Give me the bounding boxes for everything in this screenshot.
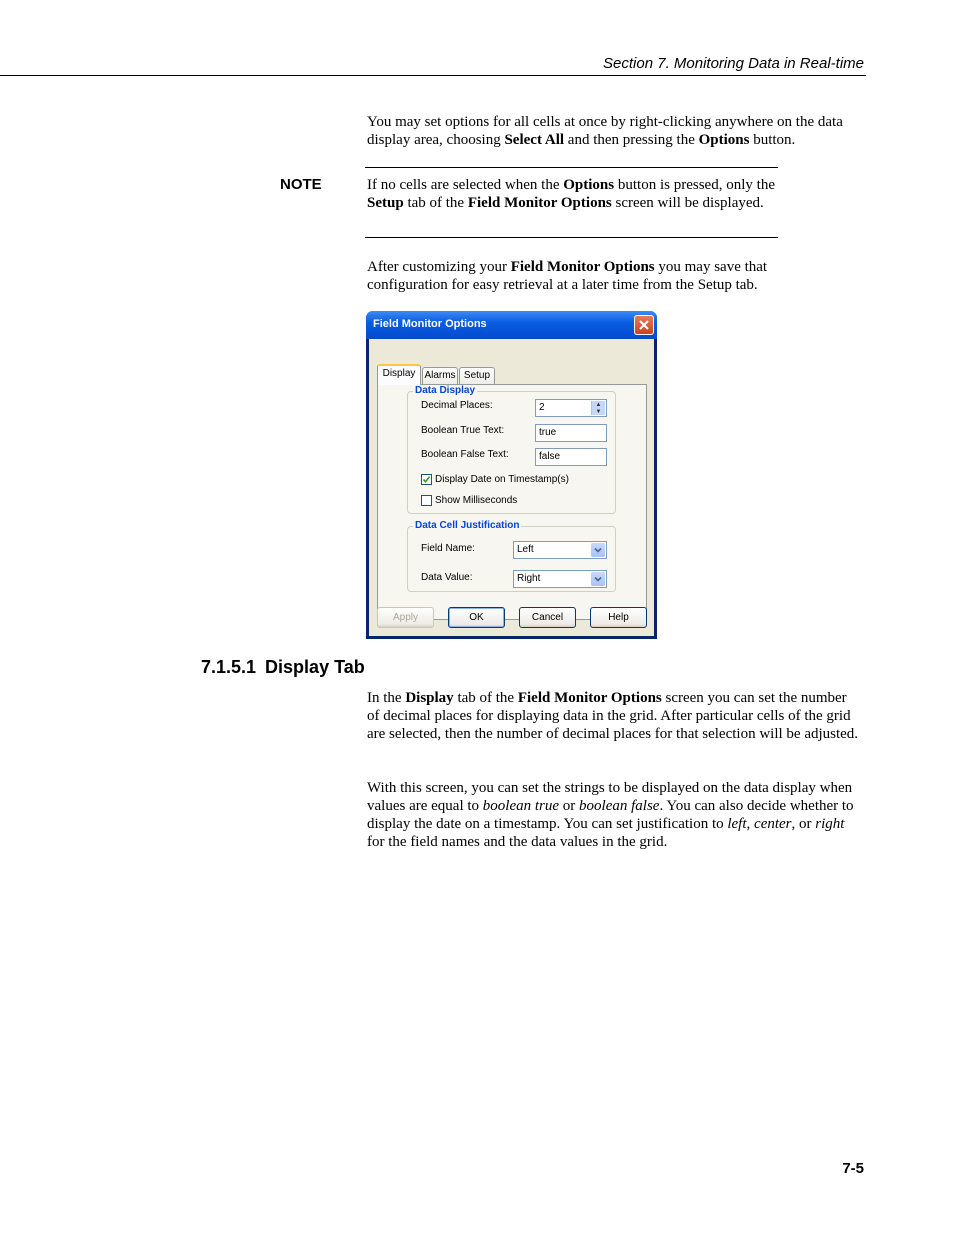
display-date-label: Display Date on Timestamp(s) bbox=[435, 474, 569, 485]
chevron-down-icon[interactable] bbox=[591, 572, 605, 586]
section-heading bbox=[201, 657, 374, 678]
note-bottom-rule bbox=[365, 237, 778, 238]
note-text-2: button is pressed, only the bbox=[614, 177, 775, 193]
boolean-false-input[interactable]: false bbox=[535, 448, 607, 466]
strings-text-4: , bbox=[746, 816, 755, 832]
strings-italic-boolean-false: boolean false bbox=[579, 798, 660, 814]
boolean-true-input[interactable]: true bbox=[535, 424, 607, 442]
note-text bbox=[367, 176, 775, 212]
display-tab-paragraph bbox=[367, 689, 862, 743]
spin-down-icon[interactable]: ▼ bbox=[592, 408, 605, 415]
show-milliseconds-label: Show Milliseconds bbox=[435, 495, 518, 506]
section-title: Display Tab bbox=[265, 657, 365, 677]
intro-paragraph bbox=[367, 113, 867, 149]
strings-paragraph bbox=[367, 779, 862, 851]
display-tab-panel bbox=[377, 384, 647, 620]
after-paragraph bbox=[367, 258, 792, 294]
after-text-2: you may save that configuration for easy retrieval at a later time from the Setup tab. bbox=[367, 259, 768, 293]
close-button[interactable] bbox=[634, 315, 654, 335]
strings-text-2: or bbox=[559, 798, 580, 814]
display-text-1: In the bbox=[367, 690, 406, 706]
dialog-client-area bbox=[369, 339, 654, 636]
note-text-1: If no cells are selected when the bbox=[367, 177, 564, 193]
note-bold-field-monitor-options: Field Monitor Options bbox=[467, 195, 612, 211]
dialog-titlebar bbox=[366, 311, 657, 339]
apply-button[interactable]: Apply bbox=[377, 607, 434, 628]
field-name-label: Field Name: bbox=[421, 543, 475, 554]
data-cell-justification-group bbox=[407, 520, 616, 592]
decimal-places-stepper[interactable] bbox=[535, 399, 607, 417]
ok-button[interactable]: OK bbox=[448, 607, 505, 628]
intro-text-3: button. bbox=[749, 132, 796, 148]
intro-bold-select-all: Select All bbox=[504, 132, 565, 148]
decimal-places-value: 2 bbox=[539, 402, 545, 413]
after-bold-field-monitor-options: Field Monitor Options bbox=[510, 259, 655, 275]
spin-up-icon[interactable]: ▲ bbox=[592, 401, 605, 408]
dialog-title: Field Monitor Options bbox=[373, 318, 487, 330]
strings-text-1: With this screen, you can set the strings to be displayed on the data display when values are equal to bbox=[367, 780, 853, 814]
display-date-checkbox[interactable] bbox=[421, 474, 432, 485]
tab-setup[interactable]: Setup bbox=[459, 367, 495, 385]
field-monitor-options-dialog bbox=[366, 311, 657, 639]
note-bold-options: Options bbox=[563, 177, 615, 193]
strings-italic-right: right bbox=[815, 816, 845, 832]
display-bold-display: Display bbox=[405, 690, 454, 706]
intro-bold-options: Options bbox=[698, 132, 750, 148]
chevron-down-icon[interactable] bbox=[591, 543, 605, 557]
cancel-button[interactable]: Cancel bbox=[519, 607, 576, 628]
strings-text-6: for the field names and the data values in the grid. bbox=[367, 834, 668, 850]
strings-italic-left: left bbox=[727, 816, 747, 832]
tab-alarms[interactable]: Alarms bbox=[422, 367, 458, 385]
show-milliseconds-checkbox[interactable] bbox=[421, 495, 432, 506]
field-name-select[interactable] bbox=[513, 541, 607, 559]
justification-group-title: Data Cell Justification bbox=[415, 520, 520, 531]
note-bold-setup: Setup bbox=[367, 195, 404, 211]
header-rule bbox=[0, 75, 866, 76]
intro-text-1: You may set options for all cells at once by right-clicking anywhere on the data display area, choosing bbox=[367, 114, 843, 148]
data-display-group-title: Data Display bbox=[415, 385, 476, 396]
strings-italic-boolean-true: boolean true bbox=[482, 798, 560, 814]
tab-display[interactable]: Display bbox=[377, 364, 421, 385]
data-display-group bbox=[407, 385, 616, 514]
data-value-value: Right bbox=[517, 573, 541, 584]
note-text-3: tab of the bbox=[403, 195, 468, 211]
page-number: 7-5 bbox=[842, 1160, 864, 1177]
boolean-false-label: Boolean False Text: bbox=[421, 449, 509, 460]
section-header: Section 7. Monitoring Data in Real-time bbox=[603, 55, 864, 72]
strings-italic-center: center bbox=[754, 816, 792, 832]
data-value-select[interactable] bbox=[513, 570, 607, 588]
strings-text-3: . You can also decide whether to display the date on a timestamp. You can set justification to bbox=[367, 798, 854, 832]
note-text-4: screen will be displayed. bbox=[611, 195, 764, 211]
after-text-1: After customizing your bbox=[367, 259, 511, 275]
checkmark-icon bbox=[422, 475, 431, 484]
close-icon bbox=[639, 320, 649, 330]
strings-text-5: , or bbox=[791, 816, 816, 832]
spin-buttons[interactable] bbox=[591, 401, 605, 415]
display-text-2: tab of the bbox=[453, 690, 518, 706]
section-number: 7.1.5.1 bbox=[201, 657, 257, 677]
note-top-rule bbox=[365, 167, 778, 168]
display-bold-field-monitor-options: Field Monitor Options bbox=[517, 690, 662, 706]
intro-text-2: and then pressing the bbox=[564, 132, 699, 148]
data-value-label: Data Value: bbox=[421, 572, 473, 583]
help-button[interactable]: Help bbox=[590, 607, 647, 628]
display-text-3: screen you can set the number of decimal places for displaying data in the grid. After particular cells of the grid are selected, then the number of decimal places for that selection will be adjusted. bbox=[367, 690, 859, 742]
note-label: NOTE bbox=[280, 176, 322, 193]
field-name-value: Left bbox=[517, 544, 534, 555]
boolean-true-label: Boolean True Text: bbox=[421, 425, 505, 436]
decimal-places-label: Decimal Places: bbox=[421, 400, 493, 411]
